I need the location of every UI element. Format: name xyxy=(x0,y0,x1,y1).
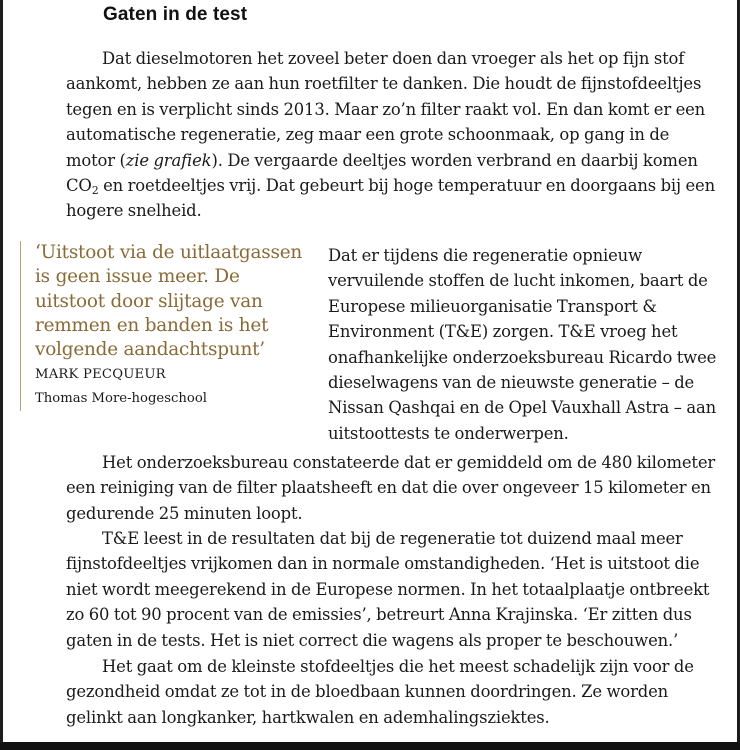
paragraph-results: T&E leest in de resultaten dat bij de regeneratie tot duizend maal meer fijnstofdeeltjes vrijkomen dan in normale omstandigheden. ‘Het is uitstoot die niet wordt meegerekend in de Europese normen. In het totaalplaatje ontbreekt zo 60 tot 90 procent van de emissies’, betreurt Anna Krajinska. ‘Er zitten dus gaten in de tests. Het is niet correct die wagens als proper te beschouwen.’ xyxy=(66,529,710,650)
page-frame-bottom xyxy=(0,742,740,750)
paragraph-findings: Het onderzoeksbureau constateerde dat er gemiddeld om de 480 kilometer een reiniging van de filter plaatsheeft en dat die over ongeveer 15 kilometer en gedurende 25 minuten loopt. xyxy=(66,453,716,523)
paragraph-intro xyxy=(66,46,720,224)
paragraph-intro-text-b: ). De vergaarde deeltjes worden verbrand en daarbij komen CO xyxy=(66,150,698,196)
article-heading: Gaten in de test xyxy=(103,4,248,25)
paragraph-intro-text-a: Dat dieselmotoren het zoveel beter doen dan vroeger als het op fijn stof aankomt, hebben ze aan hun roetfilter te danken. Die houdt de fijnstofdeeltjes tegen en is verplicht sinds 2013. Maar zo’n filter raakt vol. En dan komt er een automatische regeneratie, zeg maar een grote schoonmaak, op gang in de motor ( xyxy=(66,49,706,170)
paragraph-intro-text-c: en roetdeeltjes vrij. Dat gebeurt bij hoge temperatuur en doorgaans bij een hogere snelheid. xyxy=(66,176,716,221)
paragraph-health: Het gaat om de kleinste stofdeeltjes die het meest schadelijk zijn voor de gezondheid omdat ze tot in de bloedbaan kunnen doordringen. Ze worden gelinkt aan longkanker, hartkwalen en ademhalingsziektes. xyxy=(66,657,694,727)
see-chart-reference: zie grafiek xyxy=(125,150,212,170)
pull-quote-author: MARK PECQUEUR xyxy=(35,367,166,382)
pull-quote-text: ‘Uitstoot via de uitlaatgassen is geen issue meer. De uitstoot door slijtage van remmen en banden is het volgende aandachtspunt’ xyxy=(35,242,303,361)
page-frame-left xyxy=(0,0,3,742)
pull-quote-organisation: Thomas More-hogeschool xyxy=(35,391,207,406)
paragraph-regeneration: Dat er tijdens die regeneratie opnieuw vervuilende stoffen de lucht inkomen, baart de Europese milieuorganisatie Transport & Environment (T&E) zorgen. T&E vroeg het onafhankelijke onderzoeksbureau Ricardo twee dieselwagens van de nieuwste generatie – de Nissan Qashqai en de Opel Vauxhall Astra – aan uitstoottests te onderwerpen. xyxy=(328,246,717,443)
co2-subscript: 2 xyxy=(91,184,99,198)
pull-quote-box xyxy=(20,241,311,411)
